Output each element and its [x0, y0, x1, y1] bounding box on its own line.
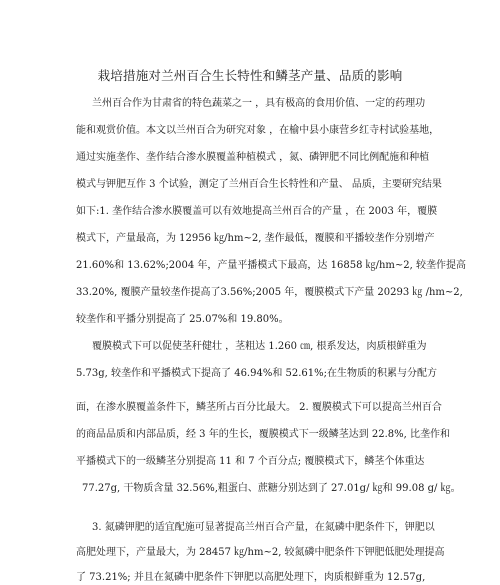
- body-line: 兰州百合作为甘肃省的特色蔬菜之一 ，具有极高的食用价值、一定的药理功: [92, 98, 426, 109]
- body-line: 模式下，产量最高，为 12956 ㎏/hm~2, 垄作最低，覆膜和平播较垄作分别增产: [76, 233, 435, 244]
- body-line: 3. 氮磷钾肥的适宜配施可显著提高兰州百合产量，在氮磷中肥条件下，钾肥以: [92, 522, 435, 533]
- body-line: 33.20%, 覆膜产量较垄作提高了3.56%;2005 年，覆膜模式下产量 20293 ㎏ /hm~2,: [76, 287, 463, 298]
- document-title: 栽培措施对兰州百合生长特性和鳞茎产量、品质的影响: [97, 68, 403, 83]
- body-line: 通过实施垄作、垄作结合渗水膜覆盖种植模式 ，氮、磷钾肥不同比例配施和种植: [76, 152, 430, 163]
- body-line: 5.73g, 较垄作和平播模式下提高了 46.94%和 52.61%;在生物质的积累与分配方: [76, 368, 438, 379]
- body-line: 面，在渗水膜覆盖条件下，鳞茎所占百分比最大。 2. 覆膜模式下可以提高兰州百合: [76, 402, 442, 413]
- body-line: 较垄作和平播分别提高了 25.07%和 19.80%。: [76, 314, 289, 325]
- body-line: 如下:1. 垄作结合渗水膜覆盖可以有效地提高兰州百合的产量 ，在 2003 年，覆膜: [76, 206, 438, 217]
- body-line: 21.60%和 13.62%;2004 年，产量平播模式下最高，达 16858 ㎏/hm~2, 较垄作提高: [76, 260, 466, 271]
- body-line: 能和观赏价值。本文以兰州百合为研究对象 ，在榆中县小康营乡红寺村试验基地，: [76, 125, 440, 136]
- body-line: 模式与钾肥互作 3 个试验，测定了兰州百合生长特性和产量、 品质，主要研究结果: [76, 179, 442, 190]
- body-line: 覆膜模式下可以促使茎秆健壮 ，茎粗达 1.260 ㎝, 根系发达，肉质根鲜重为: [92, 341, 427, 352]
- body-line: 了 73.21%; 并且在氮磷中肥条件下钾肥以高肥处理下，肉质根鲜重为 12.57g,: [76, 572, 426, 583]
- body-line: 平播模式下的一级鳞茎分别提高 11 和 7 个百分点; 覆膜模式下，鳞茎个体重达: [76, 456, 425, 467]
- body-line: 77.27g, 干物质含量 32.56%,粗蛋白、蔗糖分别达到了 27.01g/ ㎏和 99.08 g/ ㎏。: [82, 483, 461, 494]
- body-line: 高肥处理下，产量最大，为 28457 ㎏/hm~2, 较氮磷中肥条件下钾肥低肥处理提高: [76, 547, 445, 558]
- body-line: 的商品品质和内部品质，经 3 年的生长，覆膜模式下一级鳞茎达到 22.8%, 比垄作和: [76, 429, 451, 440]
